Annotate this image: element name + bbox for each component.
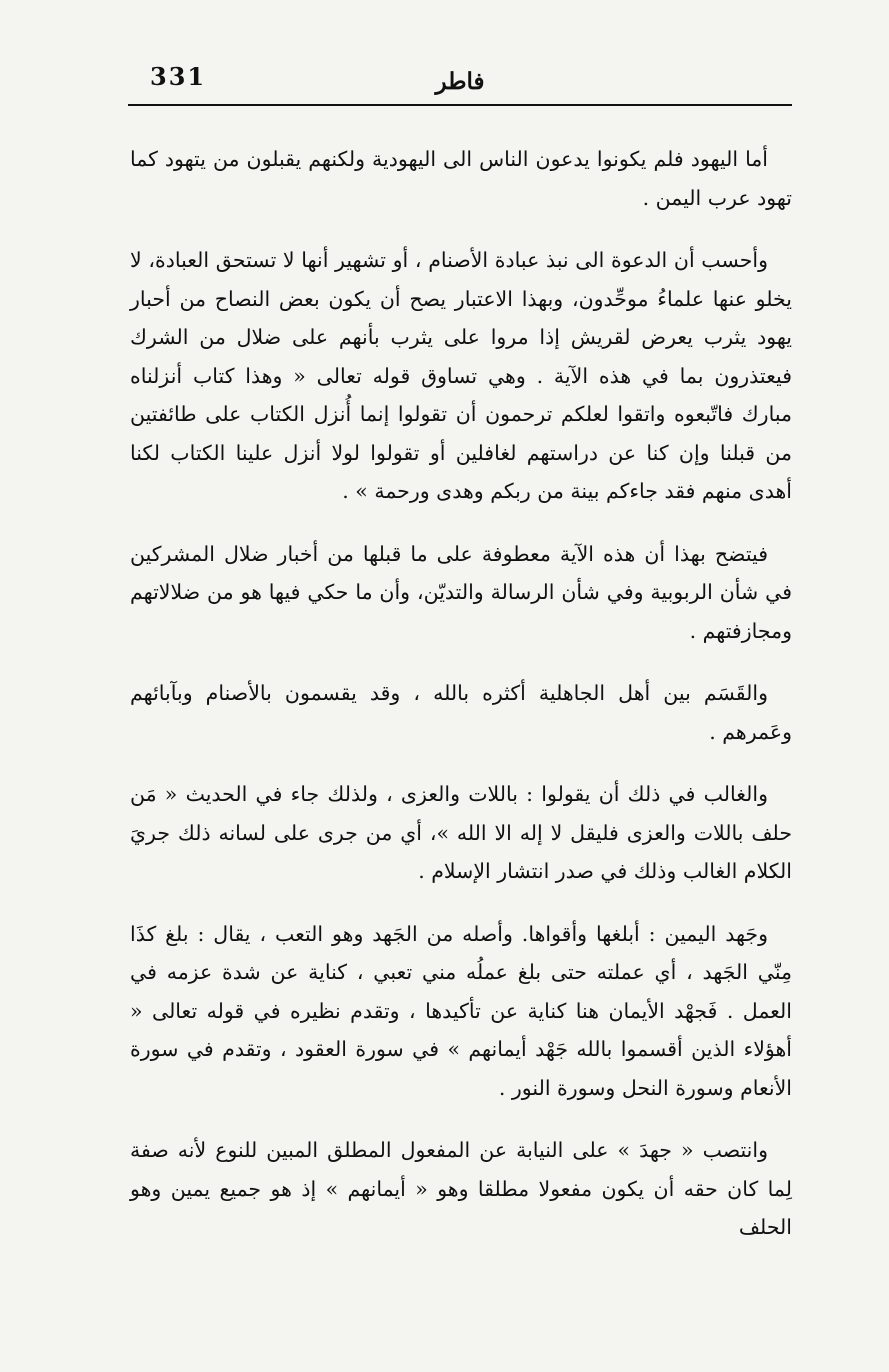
- page-number: 331: [150, 62, 207, 91]
- chapter-title: فاطر: [435, 68, 485, 95]
- body-text: [130, 140, 792, 1247]
- paragraph: وانتصب « جهدَ » على النيابة عن المفعول المطلق المبين للنوع لأنه صفة لِما كان حقه أن يكون مفعولا مطلقا وهو « أيمانهم » إذ هو جميع يمين وهو الحلف: [130, 1138, 792, 1239]
- paragraph: فيتضح بهذا أن هذه الآية معطوفة على ما قبلها من أخبار ضلال المشركين في شأن الربوبية وفي شأن الرسالة والتديّن، وأن ما حكي فيها هو من ضلالاتهم ومجازفتهم .: [130, 541, 792, 643]
- paragraph: وجَهد اليمين : أبلغها وأقواها. وأصله من الجَهد وهو التعب ، يقال : بلغ كذَا مِنّي الجَهد ، أي عملته حتى بلغ عملُه مني تعبي ، كناية عن شدة عزمه في العمل . فَجهْد الأيمان هنا كناية عن تأكيدها ، وتقدم نظيره في قوله تعالى « أهؤلاء الذين أقسموا بالله جَهْد أيمانهم » في سورة العقود ، وتقدم في سورة الأنعام وسورة النحل وسورة النور .: [130, 921, 792, 1100]
- paragraph: وأحسب أن الدعوة الى نبذ عبادة الأصنام ، أو تشهير أنها لا تستحق العبادة، لا يخلو عنها علماءُ موحِّدون، وبهذا الاعتبار يصح أن يكون بعض النصاح من أحبار يهود يثرب يعرض لقريش إذا مروا على يثرب بأنهم على ضلال من الشرك فيعتذرون بما في هذه الآية . وهي تساوق قوله تعالى « وهذا كتاب أنزلناه مبارك فاتّبعوه واتقوا لعلكم ترحمون أن تقولوا إنما أُنزل الكتاب على طائفتين من قبلنا وإن كنا عن دراستهم لغافلين أو تقولوا لولا أنزل علينا الكتاب لكنا أهدى منهم فقد جاءكم بينة من ربكم وهدى ورحمة » .: [130, 248, 792, 503]
- paragraph: أما اليهود فلم يكونوا يدعون الناس الى اليهودية ولكنهم يقبلون من يتهود كما تهود عرب اليمن .: [130, 147, 792, 210]
- paragraph: والقَسَم بين أهل الجاهلية أكثره بالله ، وقد يقسمون بالأصنام وبآبائهم وعَمرهم .: [130, 681, 792, 744]
- page-header: [128, 58, 792, 106]
- paragraph: والغالب في ذلك أن يقولوا : باللات والعزى ، ولذلك جاء في الحديث « مَن حلف باللات والعزى فليقل لا إله الا الله »، أي من جرى على لسانه ذلك جريَ الكلام الغالب وذلك في صدر انتشار الإسلام .: [130, 782, 792, 883]
